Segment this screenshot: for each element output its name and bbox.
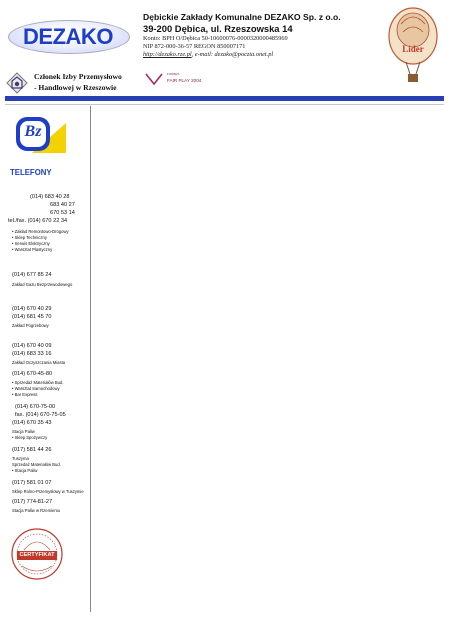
service-label: • Stacja Paliw [12,468,38,473]
lider-emblem [382,6,444,88]
phone-number: 683 40 27 [50,202,75,208]
service-label: • Sklep Spożywczy [12,435,48,440]
service-label: • Bar Express [12,392,38,397]
service-label: • Sklep Techniczny [12,235,47,240]
phone-number: (014) 681 45 70 [12,314,52,320]
website-link[interactable]: http://dezako.rze.pl [143,51,192,58]
chamber-emblem-icon [6,72,28,94]
fair-play-small: FORBES [167,72,180,76]
fair-play-label: FAIR PLAY 2004 [167,78,202,83]
service-label: Tuszyma [12,456,29,461]
phone-number: (017) 581 01 07 [12,480,52,486]
service-label: • Warsztat Samochodowy [12,386,60,391]
phone-number: tel./fax. (014) 670 22 34 [8,218,68,224]
phone-number: (014) 670-45-80 [12,371,53,377]
service-label: Zakład Pogrzebowy [12,323,49,328]
certificate-seal [10,524,64,584]
service-label: Stacja Paliw w Rzemieniu [12,508,60,513]
sidebar-divider [90,106,91,612]
service-label: • Sprzedaż Materiałów Bud. [12,380,64,385]
service-label: • Serwis Elektryczny [12,241,50,246]
contact-line [143,51,373,58]
fair-play-badge [145,70,215,90]
service-label: Zakład Oczyszczania Miasta [12,360,66,365]
phone-number: 670 53 14 [50,210,75,216]
chamber-line-1: Członek Izby Przemysłowo [34,72,122,81]
fair-play-check-icon [145,72,163,86]
phone-number: (014) 677 85 24 [12,272,52,278]
phone-number: (014) 670-75-00 [15,404,56,410]
phone-number: (014) 670 40 09 [12,343,52,349]
company-details [143,12,373,58]
phone-number: (017) 774-81-27 [12,499,53,505]
phone-number: (014) 670 40 29 [12,306,52,312]
service-label: • Warsztat Plastyczny [12,247,53,252]
certificate-label: CERTYFIKAT [19,552,55,558]
header-rule-blue [5,96,444,101]
company-name: Dębickie Zakłady Komunalne DEZAKO Sp. z o.o. [143,12,341,22]
phone-number: (017) 581 44 26 [12,447,52,453]
phone-number: fax. (014) 670-75-05 [15,412,66,418]
service-label: Zakład Gazu Bezprzewodowego [12,282,73,287]
sidebar-logo [12,113,68,159]
company-address: 39-200 Dębica, ul. Rzeszowska 14 [143,23,293,34]
service-label: • Zakład Remontowo-Drogowy [12,229,69,234]
dezako-logo [8,20,128,54]
chamber-line-2: - Handlowej w Rzeszowie [34,83,117,92]
phones-heading: TELEFONY [10,168,52,177]
service-label: Stacja Paliw [12,429,35,434]
phone-number: (014) 670 35 43 [12,420,52,426]
logo-text: DEZAKO [23,24,113,49]
header-rule-gray [5,104,444,105]
lider-label: Lider [402,44,424,54]
service-label: Sklep Rolno-Przemysłowy w Tuszymie [12,489,84,494]
service-label: Sprzedaż Materiałów Bud. [12,462,61,467]
phone-number: (014) 683 33 16 [12,351,52,357]
nip-regon: NIP 872-000-36-57 REGON 850007171 [143,43,246,50]
sidebar-logo-text: Bz [24,123,42,140]
email-text: , e-mail: dezako@poczta.onet.pl [191,51,274,58]
phone-number: (014) 683 40 28 [30,194,70,200]
bank-account: Konto: BPH O/Dębica 50-10600076-0000320000485969 [143,35,288,42]
